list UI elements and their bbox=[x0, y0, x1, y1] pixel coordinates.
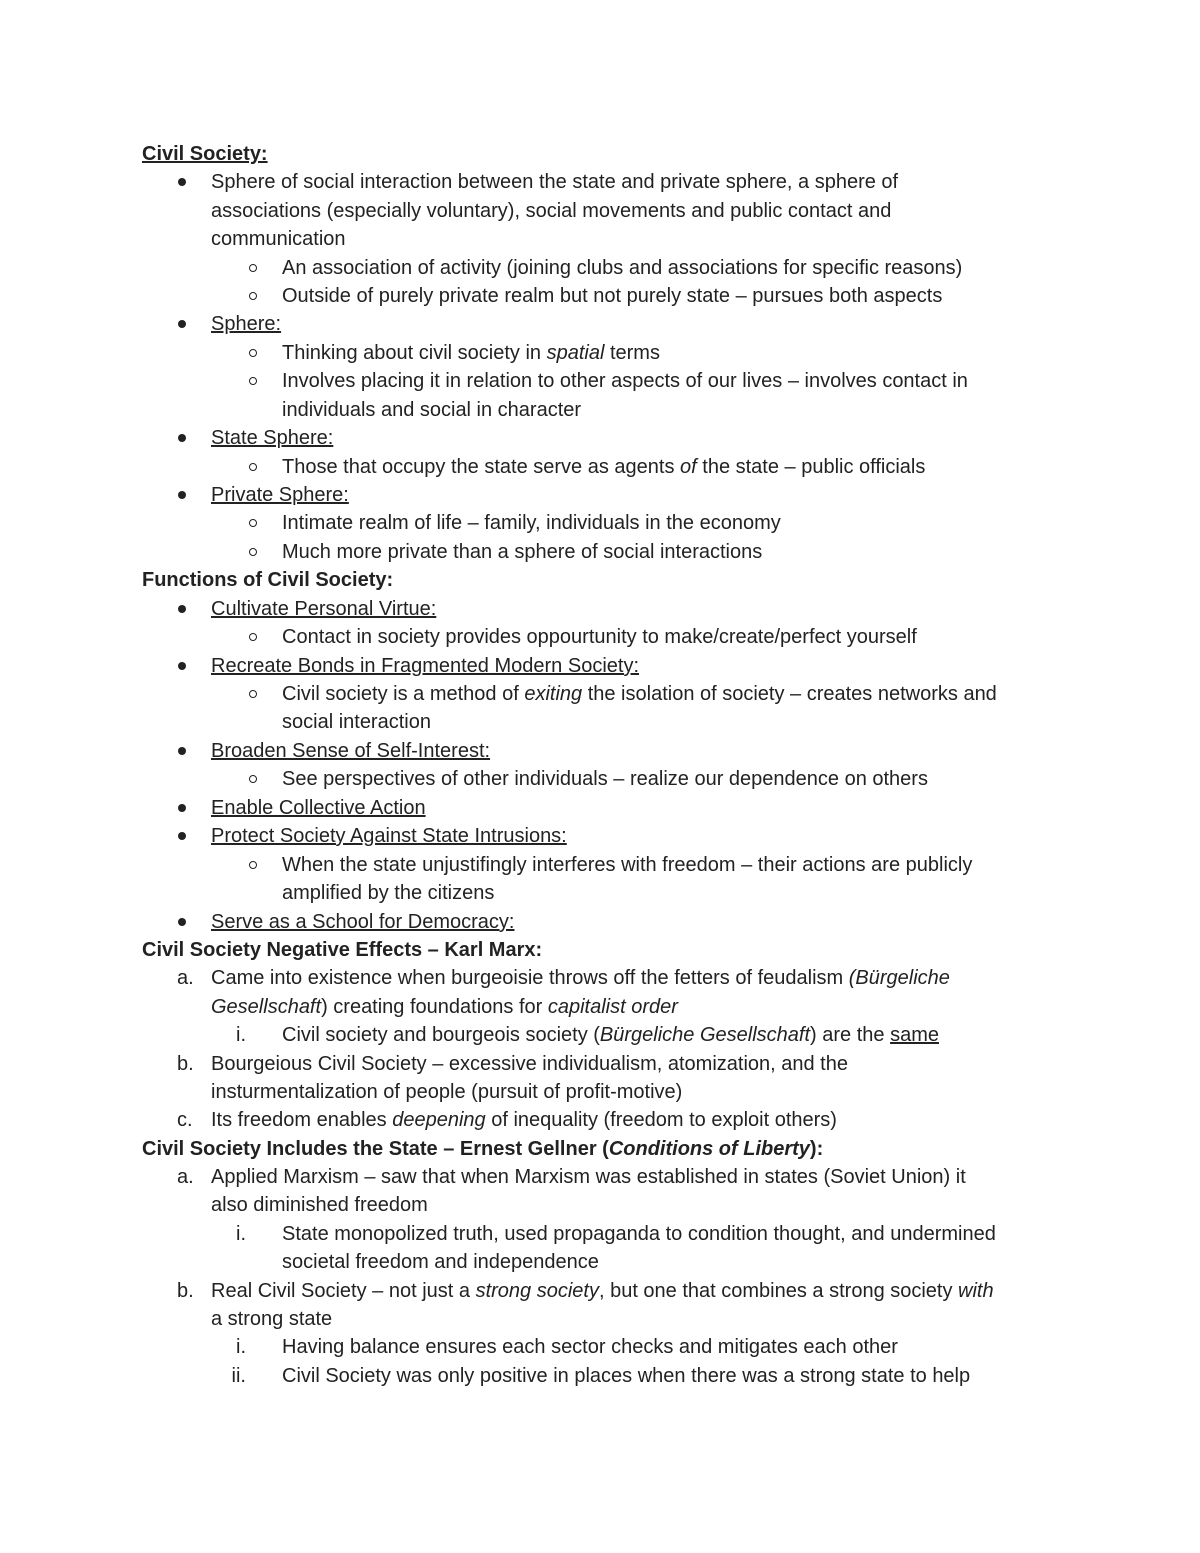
text-line: Gesellschaft) creating foundations for capitalist order bbox=[211, 996, 678, 1018]
text-line: Applied Marxism – saw that when Marxism was established in states (Soviet Union) it bbox=[211, 1166, 966, 1188]
text-line: insturmentalization of people (pursuit of profit-motive) bbox=[211, 1081, 683, 1103]
text-line: See perspectives of other individuals – realize our dependence on others bbox=[282, 768, 928, 790]
sub-bullet-circle bbox=[249, 349, 257, 357]
text-line: Sphere of social interaction between the state and private sphere, a sphere of bbox=[211, 171, 899, 193]
sub-bullet-circle bbox=[249, 377, 257, 385]
text-line: Contact in society provides oppourtunity to make/create/perfect yourself bbox=[282, 626, 917, 648]
text-line: communication bbox=[211, 228, 346, 250]
text-line: amplified by the citizens bbox=[282, 882, 495, 904]
text-line: Civil society and bourgeois society (Bürgeliche Gesellschaft) are the same bbox=[282, 1024, 939, 1046]
bullet-label-sphere: Sphere: bbox=[211, 313, 282, 335]
text-line: Those that occupy the state serve as agents of the state – public officials bbox=[282, 456, 926, 478]
bullet-dot bbox=[178, 832, 186, 840]
sub-bullet-circle bbox=[249, 292, 257, 300]
list-marker: a. bbox=[177, 967, 194, 989]
text-line: Bourgeious Civil Society – excessive individualism, atomization, and the bbox=[211, 1053, 848, 1075]
text-line: individuals and social in character bbox=[282, 399, 582, 421]
bullet-dot bbox=[178, 804, 186, 812]
text-line: Real Civil Society – not just a strong society, but one that combines a strong society with bbox=[211, 1280, 994, 1302]
text-line: associations (especially voluntary), social movements and public contact and bbox=[211, 200, 892, 222]
bullet-dot bbox=[178, 178, 186, 186]
text-line: Outside of purely private realm but not purely state – pursues both aspects bbox=[282, 285, 943, 307]
text-line: Civil society is a method of exiting the isolation of society – creates networks and bbox=[282, 683, 997, 705]
heading-marx: Civil Society Negative Effects – Karl Marx: bbox=[142, 939, 543, 961]
bullet-dot bbox=[178, 747, 186, 755]
bullet-label-private-sphere: Private Sphere: bbox=[211, 484, 349, 506]
bullet-dot bbox=[178, 662, 186, 670]
list-marker: c. bbox=[177, 1109, 193, 1131]
bullet-label-virtue: Cultivate Personal Virtue: bbox=[211, 598, 437, 620]
text-line: An association of activity (joining clubs and associations for specific reasons) bbox=[282, 257, 963, 279]
text-line: Civil Society was only positive in places when there was a strong state to help bbox=[282, 1365, 971, 1387]
bullet-label-self-interest: Broaden Sense of Self-Interest: bbox=[211, 740, 491, 762]
text-line: Intimate realm of life – family, individuals in the economy bbox=[282, 512, 781, 534]
bullet-dot bbox=[178, 605, 186, 613]
text-line: Having balance ensures each sector checks and mitigates each other bbox=[282, 1336, 898, 1358]
bullet-dot bbox=[178, 491, 186, 499]
sub-bullet-circle bbox=[249, 519, 257, 527]
list-marker: a. bbox=[177, 1166, 194, 1188]
text-line: societal freedom and independence bbox=[282, 1251, 599, 1273]
bullet-dot bbox=[178, 918, 186, 926]
text-line: a strong state bbox=[211, 1308, 333, 1330]
bullet-label-school-democracy: Serve as a School for Democracy: bbox=[211, 911, 515, 933]
sub-bullet-circle bbox=[249, 633, 257, 641]
heading-functions: Functions of Civil Society: bbox=[142, 569, 394, 591]
sub-bullet-circle bbox=[249, 548, 257, 556]
text-line: When the state unjustifingly interferes with freedom – their actions are publicly bbox=[282, 854, 973, 876]
text-line: Involves placing it in relation to other aspects of our lives – involves contact in bbox=[282, 370, 968, 392]
sub-bullet-circle bbox=[249, 861, 257, 869]
list-marker: i. bbox=[236, 1223, 246, 1245]
text-line: Came into existence when burgeoisie throws off the fetters of feudalism (Bürgeliche bbox=[211, 967, 950, 989]
text-line: also diminished freedom bbox=[211, 1194, 428, 1216]
bullet-label-state-sphere: State Sphere: bbox=[211, 427, 334, 449]
bullet-label-bonds: Recreate Bonds in Fragmented Modern Society: bbox=[211, 655, 639, 677]
text-line: Much more private than a sphere of social interactions bbox=[282, 541, 763, 563]
bullet-dot bbox=[178, 320, 186, 328]
sub-bullet-circle bbox=[249, 690, 257, 698]
sub-bullet-circle bbox=[249, 264, 257, 272]
bullet-label-protect-society: Protect Society Against State Intrusions: bbox=[211, 825, 567, 847]
list-marker: b. bbox=[177, 1053, 194, 1075]
list-marker: i. bbox=[236, 1024, 246, 1046]
list-marker: i. bbox=[236, 1336, 246, 1358]
text-line: Its freedom enables deepening of inequality (freedom to exploit others) bbox=[211, 1109, 837, 1131]
bullet-label-collective-action: Enable Collective Action bbox=[211, 797, 426, 819]
heading-civil-society: Civil Society: bbox=[142, 143, 268, 165]
sub-bullet-circle bbox=[249, 775, 257, 783]
text-line: Thinking about civil society in spatial terms bbox=[282, 342, 660, 364]
sub-bullet-circle bbox=[249, 463, 257, 471]
list-marker: b. bbox=[177, 1280, 194, 1302]
bullet-dot bbox=[178, 434, 186, 442]
text-line: State monopolized truth, used propaganda to condition thought, and undermined bbox=[282, 1223, 996, 1245]
heading-gellner: Civil Society Includes the State – Ernest Gellner (Conditions of Liberty): bbox=[142, 1138, 824, 1160]
list-marker: ii. bbox=[231, 1365, 246, 1387]
text-line: social interaction bbox=[282, 711, 431, 733]
